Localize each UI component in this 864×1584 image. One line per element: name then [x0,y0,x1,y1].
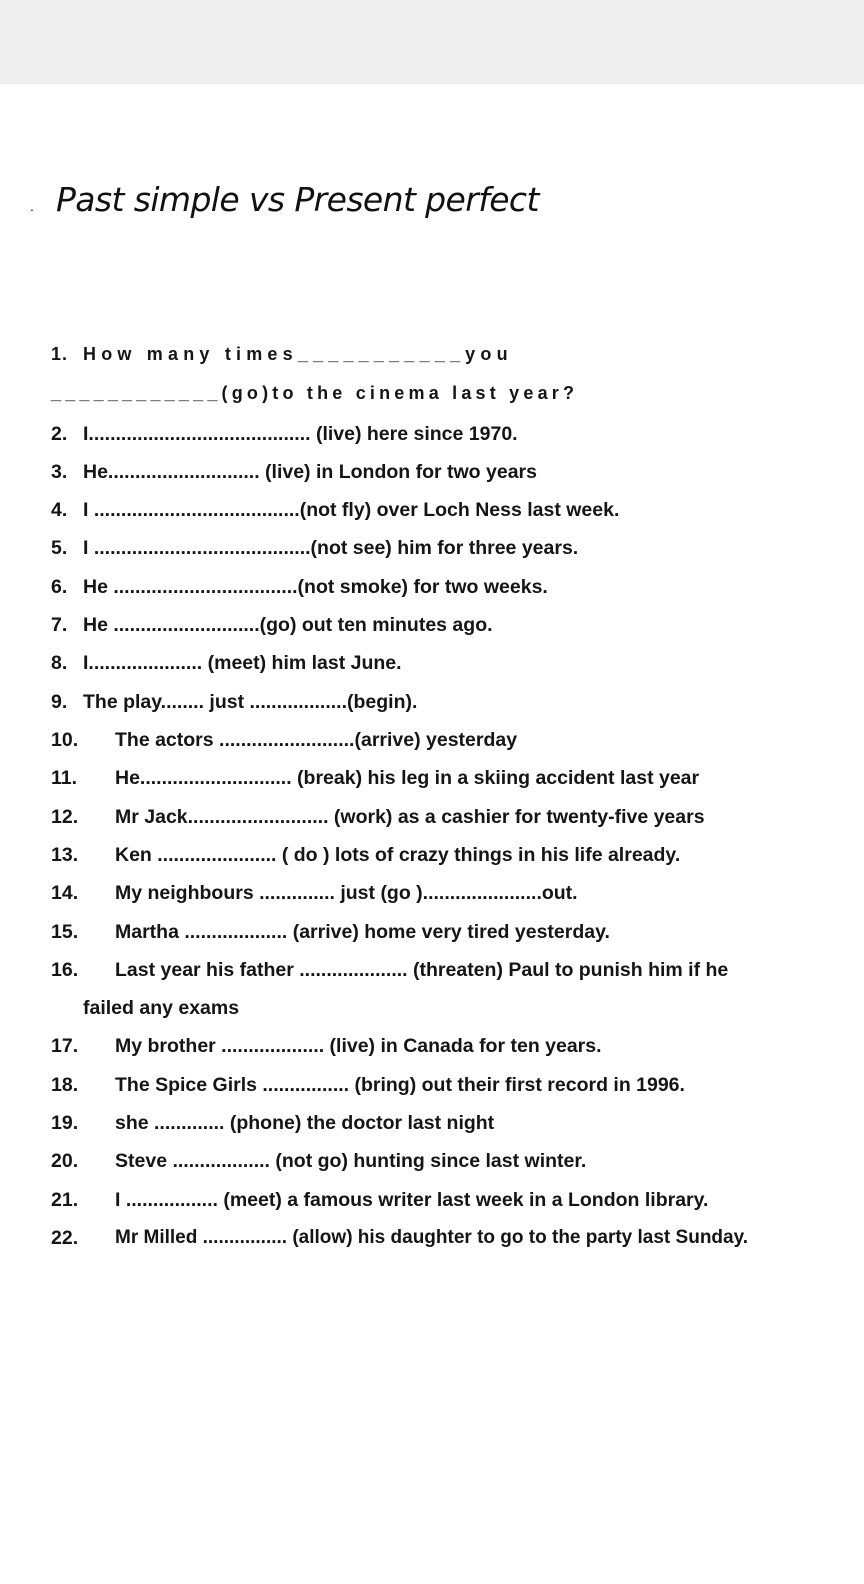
item-text: My brother ................... (live) in Canada for ten years. [115,1035,602,1057]
item-text: Mr Milled ................ (allow) his daughter to go to the party last Sunday. [115,1227,749,1248]
item-text: I......................................... (live) here since 1970. [83,423,518,445]
item-number: 20. [51,1150,79,1172]
item-number: 21. [51,1189,79,1211]
item-text: I ........................................(not see) him for three years. [83,537,579,559]
item-number: 12. [51,806,79,828]
item-text: I ......................................(not fly) over Loch Ness last week. [83,499,620,521]
title-marker: . [30,198,34,214]
item-number: 14. [51,882,79,904]
item-text: The play........ just ..................(begin). [83,691,418,713]
item-number: 19. [51,1112,79,1134]
item-number: 22. [51,1227,79,1249]
item-text: I..................... (meet) him last June. [83,652,402,674]
page-title: Past simple vs Present perfect [56,180,539,219]
item-number: 4. [51,499,68,521]
item-text: He............................ (live) in London for two years [83,461,537,483]
item-number: 18. [51,1074,79,1096]
item-text: How many times___________you [83,344,513,364]
item-text: ____________(go)to the cinema last year? [51,383,579,403]
item-number: 3. [51,461,68,483]
item-number: 1. [51,344,69,364]
item-text: The actors .........................(arrive) yesterday [115,729,518,751]
item-number: 15. [51,921,79,943]
item-text: failed any exams [83,997,240,1019]
item-text: He............................ (break) his leg in a skiing accident last year [115,767,700,789]
item-number: 17. [51,1035,79,1057]
item-text: Last year his father .................... (threaten) Paul to punish him if he [115,959,729,981]
item-number: 13. [51,844,79,866]
item-text: she ............. (phone) the doctor last night [115,1112,495,1134]
item-text: The Spice Girls ................ (bring) out their first record in 1996. [115,1074,685,1096]
item-number: 8. [51,652,68,674]
item-text: I ................. (meet) a famous writer last week in a London library. [115,1189,709,1211]
item-text: Steve .................. (not go) hunting since last winter. [115,1150,587,1172]
item-number: 10. [51,729,79,751]
item-text: He ...........................(go) out ten minutes ago. [83,614,493,636]
item-number: 7. [51,614,68,636]
item-text: My neighbours .............. just (go )......................out. [115,882,578,904]
item-text: Ken ...................... ( do ) lots of crazy things in his life already. [115,844,681,866]
item-number: 2. [51,423,68,445]
item-number: 11. [51,767,78,789]
item-number: 5. [51,537,68,559]
item-number: 9. [51,691,68,713]
item-number: 16. [51,959,79,981]
item-text: He ..................................(not smoke) for two weeks. [83,576,548,598]
item-number: 6. [51,576,68,598]
top-gray-bar [0,0,864,84]
item-text: Mr Jack.......................... (work) as a cashier for twenty-five years [115,806,705,828]
item-text: Martha ................... (arrive) home very tired yesterday. [115,921,610,943]
